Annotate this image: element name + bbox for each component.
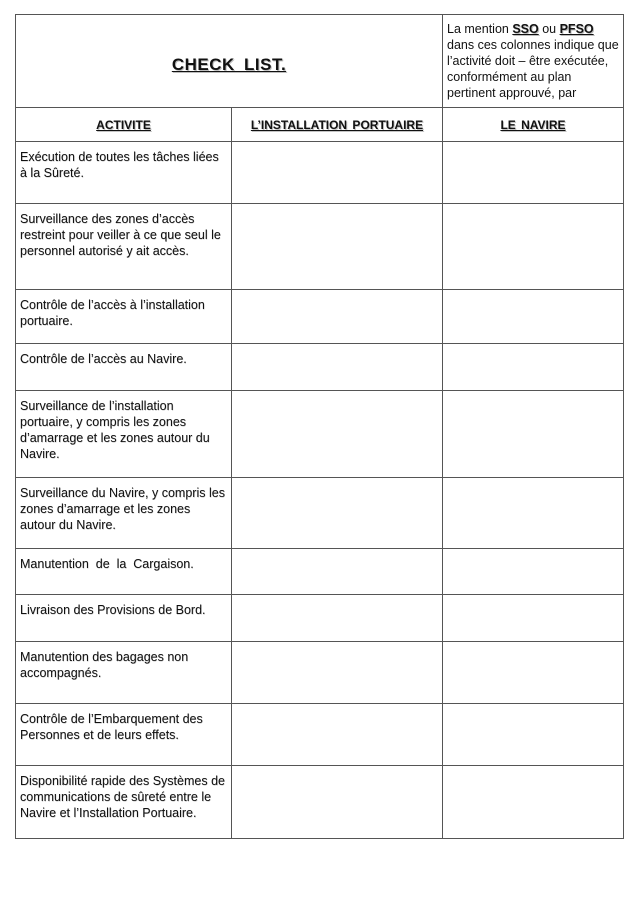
table-row — [16, 704, 624, 766]
activity-cell: Manutention des bagages non accompagnés. — [16, 642, 232, 704]
port-cell — [232, 344, 443, 391]
column-header-row — [16, 108, 624, 142]
checklist-table — [15, 14, 624, 839]
ship-cell — [443, 642, 624, 704]
port-cell — [232, 595, 443, 642]
port-cell — [232, 766, 443, 839]
table-row — [16, 204, 624, 290]
table-row — [16, 766, 624, 839]
column-header-ship: LE NAVIRE — [443, 108, 624, 142]
ship-cell — [443, 204, 624, 290]
port-cell — [232, 290, 443, 344]
table-row — [16, 478, 624, 549]
activity-cell: Livraison des Provisions de Bord. — [16, 595, 232, 642]
activity-cell: Contrôle de l’Embarquement des Personnes et de leurs effets. — [16, 704, 232, 766]
table-row — [16, 344, 624, 391]
note-pfso: PFSO — [559, 22, 594, 36]
ship-cell — [443, 549, 624, 595]
activity-cell: Contrôle de l’accès à l’installation portuaire. — [16, 290, 232, 344]
port-cell — [232, 642, 443, 704]
ship-cell — [443, 391, 624, 478]
note-suffix: dans ces colonnes indique que l’activité doit – être exécutée, conformément au plan pertinent approuvé, par — [447, 38, 619, 100]
table-row — [16, 642, 624, 704]
port-cell — [232, 142, 443, 204]
activity-cell: Surveillance des zones d’accès restreint pour veiller à ce que seul le personnel autorisé y ait accès. — [16, 204, 232, 290]
ship-cell — [443, 766, 624, 839]
table-row — [16, 142, 624, 204]
table-row — [16, 549, 624, 595]
port-cell — [232, 549, 443, 595]
ship-cell — [443, 595, 624, 642]
note-sso: SSO — [512, 22, 539, 36]
ship-cell — [443, 478, 624, 549]
ship-cell — [443, 142, 624, 204]
activity-cell: Surveillance de l’installation portuaire, y compris les zones d’amarrage et les zones autour du Navire. — [16, 391, 232, 478]
mention-note — [443, 15, 624, 108]
port-cell — [232, 391, 443, 478]
port-cell — [232, 704, 443, 766]
activity-cell: Contrôle de l’accès au Navire. — [16, 344, 232, 391]
table-row — [16, 595, 624, 642]
ship-cell — [443, 290, 624, 344]
table-row — [16, 391, 624, 478]
activity-cell: Surveillance du Navire, y compris les zones d’amarrage et les zones autour du Navire. — [16, 478, 232, 549]
title-cell — [16, 15, 443, 108]
activity-cell: Exécution de toutes les tâches liées à la Sûreté. — [16, 142, 232, 204]
ship-cell — [443, 344, 624, 391]
note-middle: ou — [538, 22, 560, 36]
table-row — [16, 290, 624, 344]
column-header-activity: ACTIVITE — [16, 108, 232, 142]
port-cell — [232, 478, 443, 549]
column-header-port: L’INSTALLATION PORTUAIRE — [232, 108, 443, 142]
note-prefix: La mention — [447, 22, 513, 36]
activity-cell: Disponibilité rapide des Systèmes de communications de sûreté entre le Navire et l’Installation Portuaire. — [16, 766, 232, 839]
document-title: CHECK LIST. — [171, 55, 287, 74]
port-cell — [232, 204, 443, 290]
activity-cell: Manutention de la Cargaison. — [16, 549, 232, 595]
ship-cell — [443, 704, 624, 766]
title-row — [16, 15, 624, 108]
